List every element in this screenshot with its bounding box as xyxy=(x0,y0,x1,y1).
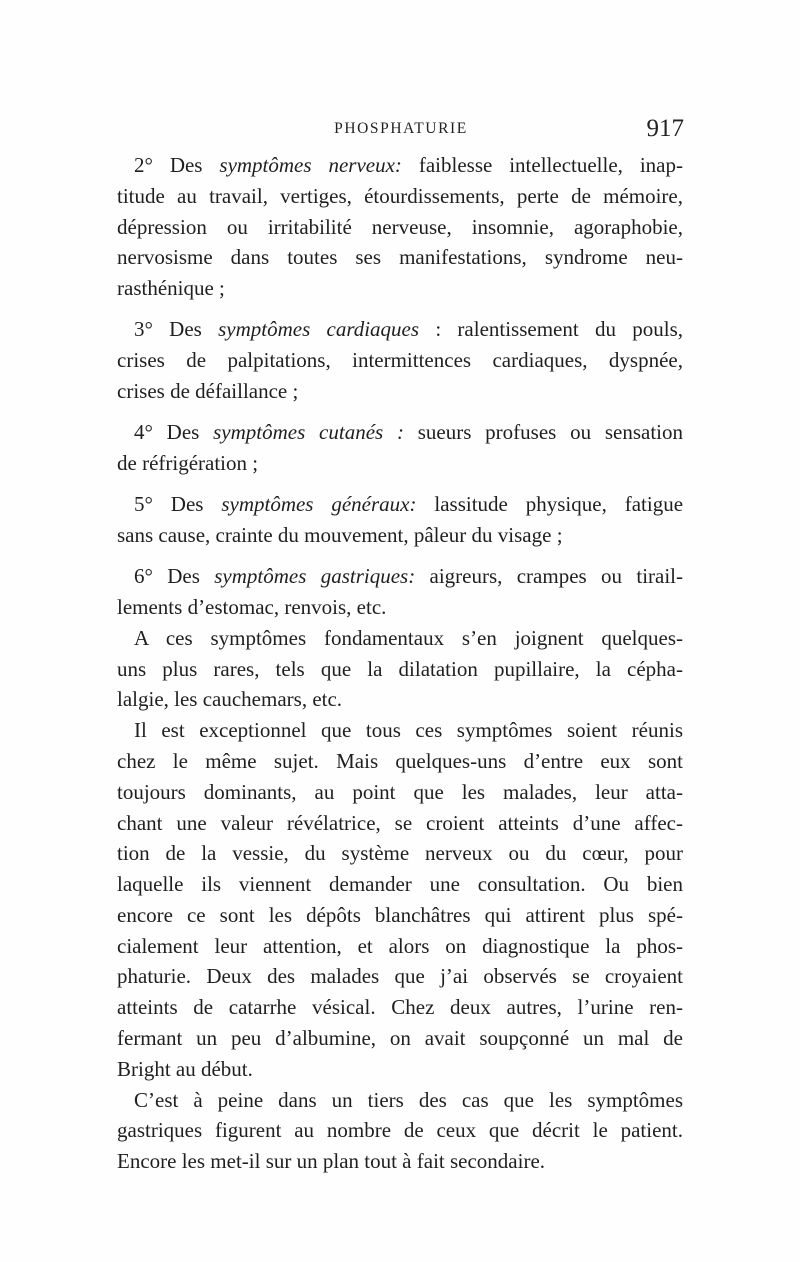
text-line: toujours dominants, au point que les malades, leur atta- xyxy=(117,779,683,804)
text-line: rasthénique ; xyxy=(117,276,225,301)
text-line: A ces symptômes fondamentaux s’en joignent quelques- xyxy=(134,625,683,650)
text-line: chez le même sujet. Mais quelques-uns d’entre eux sont xyxy=(117,748,683,773)
text-line: cialement leur attention, et alors on diagnostique la phos- xyxy=(117,933,683,958)
text-line: atteints de catarrhe vésical. Chez deux autres, l’urine ren- xyxy=(117,995,683,1020)
text-line: 2° Des symptômes nerveux: faiblesse intellectuelle, inap- xyxy=(134,153,683,177)
italic-term: symptômes cutanés : xyxy=(213,420,404,445)
text-line: de réfrigération ; xyxy=(117,450,259,475)
text-line: Bright au début. xyxy=(117,1056,253,1081)
paragraph-general-symptoms xyxy=(117,489,683,551)
text-line: encore ce sont les dépôts blanchâtres qui attirent plus spé- xyxy=(117,902,683,927)
text-line: tion de la vessie, du système nerveux ou du cœur, pour xyxy=(117,841,683,866)
italic-term: symptômes gastriques: xyxy=(214,564,416,589)
text-line: dépression ou irritabilité nerveuse, insomnie, agoraphobie, xyxy=(117,214,683,239)
paragraph-nervous-symptoms xyxy=(117,150,683,304)
text-line: crises de défaillance ; xyxy=(117,378,299,403)
running-head xyxy=(118,115,684,152)
text-line: phaturie. Deux des malades que j’ai observés se croyaient xyxy=(117,964,683,989)
text-line: chant une valeur révélatrice, se croient atteints d’une affec- xyxy=(117,810,683,835)
text-line: 3° Des symptômes cardiaques : ralentissement du pouls, xyxy=(134,317,684,342)
running-title: PHOSPHATURIE xyxy=(334,120,468,137)
paragraph-gastric-minor xyxy=(117,1085,683,1177)
text-line: Il est exceptionnel que tous ces symptômes soient réunis xyxy=(134,718,683,743)
italic-term: symptômes nerveux: xyxy=(219,153,402,177)
page-number: 917 xyxy=(646,115,684,142)
text-line: uns plus rares, tels que la dilatation pupillaire, la cépha- xyxy=(117,656,683,681)
text-line: 6° Des symptômes gastriques: aigreurs, crampes ou tirail- xyxy=(134,564,683,589)
paragraph-rare-symptoms xyxy=(117,623,683,715)
text-line: C’est à peine dans un tiers des cas que les symptômes xyxy=(134,1087,683,1112)
text-line: crises de palpitations, intermittences cardiaques, dyspnée, xyxy=(117,348,683,373)
text-line: laquelle ils viennent demander une consultation. Ou bien xyxy=(117,872,683,897)
text-line: gastriques figurent au nombre de ceux que décrit le patient. xyxy=(117,1118,683,1143)
italic-term: symptômes cardiaques xyxy=(218,317,420,342)
text-line: lements d’estomac, renvois, etc. xyxy=(117,594,387,619)
text-line: Encore les met-il sur un plan tout à fait secondaire. xyxy=(117,1149,546,1174)
body-text xyxy=(117,150,683,1177)
text-line: nervosisme dans toutes ses manifestations, syndrome neu- xyxy=(117,245,683,270)
paragraph-cardiac-symptoms xyxy=(117,314,683,406)
paragraph-cutaneous-symptoms xyxy=(117,417,683,479)
text-line: fermant un peu d’albumine, on avait soupçonné un mal de xyxy=(117,1026,683,1051)
text-line: 5° Des symptômes généraux: lassitude physique, fatigue xyxy=(134,492,684,517)
text-line: titude au travail, vertiges, étourdissements, perte de mémoire, xyxy=(117,183,683,208)
text-line: sans cause, crainte du mouvement, pâleur du visage ; xyxy=(117,522,563,547)
paragraph-gastric-symptoms xyxy=(117,561,683,623)
italic-term: symptômes généraux: xyxy=(221,492,417,517)
text-line: 4° Des symptômes cutanés : sueurs profuses ou sensation xyxy=(134,420,684,445)
text-line: lalgie, les cauchemars, etc. xyxy=(117,687,343,712)
paragraph-exceptional-cases xyxy=(117,715,683,1085)
